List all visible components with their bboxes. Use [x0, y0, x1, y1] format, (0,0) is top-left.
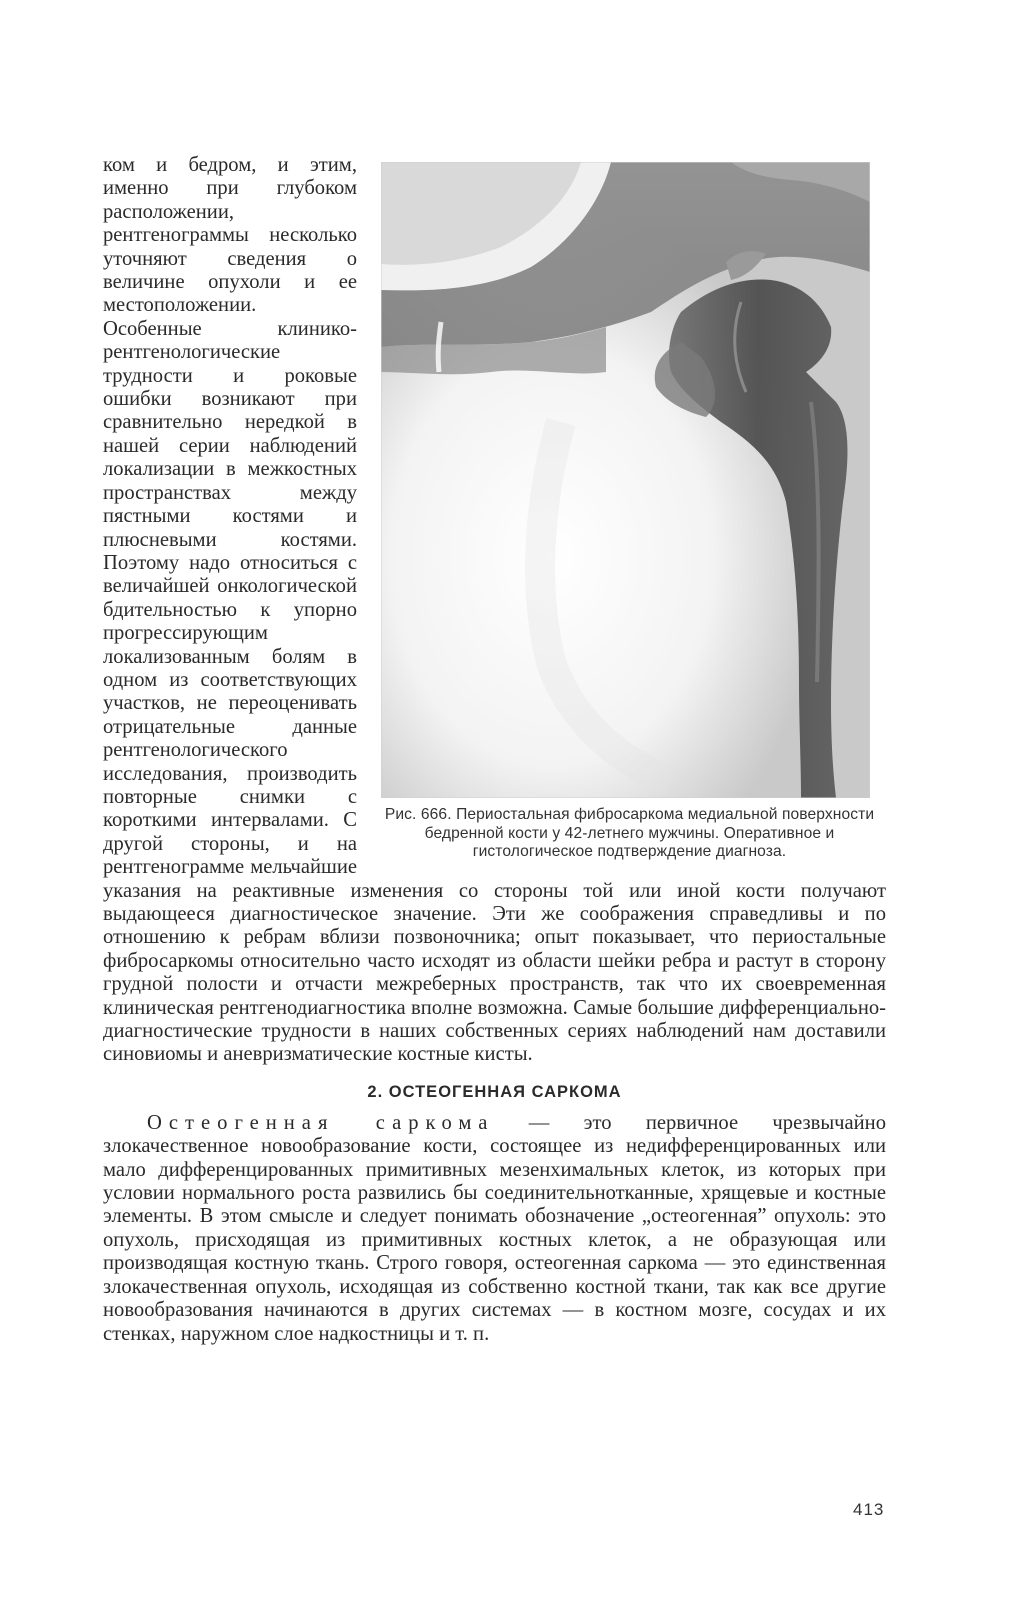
figure-caption: Рис. 666. Периостальная фибросаркома медиальной поверхности бедренной кости у 42-летнего мужчины. Оперативное и гистологическое подтверждение диагноза.: [384, 806, 875, 860]
section-body: — это первичное чрезвычайно злокачественное новообразование кости, состоящее из недифференцированных или мало дифференцированных примитивных мезенхимальных клеток, из которых при условии нормального роста развились бы соединительнотканные, хрящевые и костные элементы. В этом смысле и следует понимать обозначение „остеогенная” опухоль: это опухоль, присходящая из примитивных костных клеток, а не образующая или производящая костную ткань. Строго говоря, остеогенная саркома — это единственная злокачественная опухоль, исходящая из собственно костной ткани, так как все другие новообразования начинаются в других системах — в костном мозге, сосудах и их стенках, наружном слое надкостницы и т. п.: [103, 1111, 886, 1345]
figure-666: [373, 162, 886, 862]
page-number: 413: [853, 1500, 885, 1519]
section-title: 2. ОСТЕОГЕННАЯ САРКОМА: [367, 1082, 622, 1101]
section-paragraph: [103, 1112, 886, 1346]
top-paragraph-text: ком и бедром, и этим, именно при глубоком расположении, рентгенограммы несколько уточняют сведения о величине опухоли и ее местоположении. Особенные клинико-рентгенологические трудности и роковые ошибки возникают при сравнительно нередкой в нашей серии наблюдений локализации в межкостных пространствах между пястными костями и плюсневыми костями. Поэтому надо относиться с величайшей онкологической бдительностью к упорно прогрессирующим локализованным болям в одном из соответствующих участков, не переоценивать отрицательные данные рентгенологического исследования, производить повторные снимки с короткими интервалами. С другой стороны, и на рентгенограмме мельчайшие указания на реактивные изменения со стороны той или иной кости получают выдающееся диагностическое значение. Эти же соображения справедливы и по отношению к ребрам вблизи позвоночника; опыт показывает, что периостальные фибросаркомы относительно часто исходят из области шейки ребра и растут в сторону грудной полости и отчасти межреберных пространств, так что их своевременная клиническая рентгенодиагностика вполне возможна. Самые большие дифференциально-диагностические трудности в наших собственных сериях наблюдений нам доставили синовиомы и аневризматические костные кисты.: [103, 154, 886, 1066]
xray-image: [381, 162, 870, 798]
top-paragraph: [103, 154, 886, 1067]
section-term: Остеогенная саркома: [147, 1111, 495, 1134]
page-content: [103, 154, 886, 1346]
